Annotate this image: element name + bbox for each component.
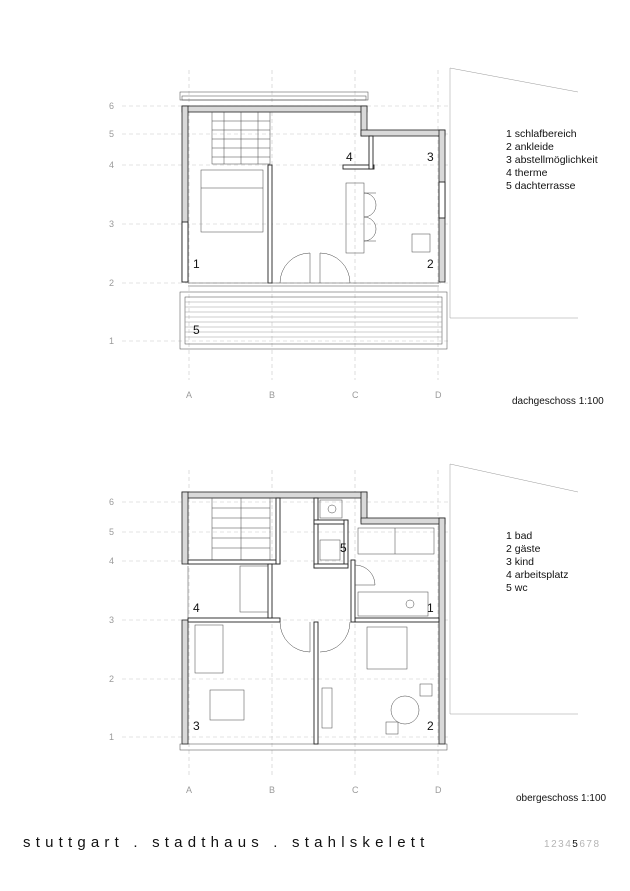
page-navigation bbox=[544, 839, 601, 850]
roof-terrace bbox=[180, 292, 447, 349]
page-link-current[interactable]: 5 bbox=[572, 839, 580, 850]
room-number: 1 bbox=[193, 257, 200, 271]
page-link[interactable]: 7 bbox=[586, 839, 594, 850]
chair bbox=[420, 684, 432, 696]
col-label: B bbox=[269, 390, 276, 400]
col-label: A bbox=[186, 785, 193, 795]
col-label: C bbox=[352, 785, 359, 795]
kid-bed bbox=[195, 625, 223, 673]
guest-table bbox=[391, 696, 419, 724]
room-number: 3 bbox=[193, 719, 200, 733]
page-link[interactable]: 8 bbox=[593, 839, 601, 850]
col-axis-labels bbox=[186, 390, 442, 400]
room-number: 2 bbox=[427, 719, 434, 733]
plan-caption: obergeschoss 1:100 bbox=[516, 793, 607, 804]
row-axis-labels bbox=[109, 497, 114, 742]
grid-lines bbox=[122, 70, 450, 380]
legend-item: 2 gäste bbox=[506, 543, 541, 555]
staircase bbox=[212, 112, 270, 164]
row-label: 6 bbox=[109, 101, 115, 111]
page-link[interactable]: 3 bbox=[558, 839, 566, 850]
row-label: 6 bbox=[109, 497, 115, 507]
legend-item: 1 schlafbereich bbox=[506, 128, 577, 140]
room-number: 5 bbox=[193, 323, 200, 337]
plan-obergeschoss bbox=[109, 464, 607, 804]
row-label: 5 bbox=[109, 527, 115, 537]
bath-sink bbox=[406, 600, 414, 608]
staircase bbox=[212, 498, 270, 560]
wardrobe-doors bbox=[364, 193, 376, 241]
legend-item: 4 therme bbox=[506, 167, 548, 179]
shelf bbox=[322, 688, 332, 728]
interior-partitions bbox=[182, 136, 445, 283]
chair bbox=[386, 722, 398, 734]
row-label: 2 bbox=[109, 278, 115, 288]
bed bbox=[201, 170, 263, 232]
interior-partitions bbox=[188, 498, 439, 744]
wc-toilet-bowl bbox=[320, 540, 340, 560]
page-link[interactable]: 1 bbox=[544, 839, 552, 850]
row-label: 3 bbox=[109, 219, 115, 229]
col-label: D bbox=[435, 390, 442, 400]
col-label: A bbox=[186, 390, 193, 400]
legend-item: 3 abstellmöglichkeit bbox=[506, 154, 598, 166]
plan-dachgeschoss bbox=[109, 68, 604, 407]
room-number: 5 bbox=[340, 541, 347, 555]
room-number: 4 bbox=[193, 601, 200, 615]
exterior-walls bbox=[182, 106, 445, 282]
row-label: 4 bbox=[109, 556, 115, 566]
roof-outline bbox=[450, 68, 578, 318]
legend-item: 3 kind bbox=[506, 556, 535, 568]
kid-table bbox=[210, 690, 244, 720]
terrace-doors bbox=[280, 253, 350, 283]
legend-item: 2 ankleide bbox=[506, 141, 554, 153]
roof-parapet-inner bbox=[182, 96, 366, 100]
row-label: 1 bbox=[109, 732, 115, 742]
room-number: 4 bbox=[346, 150, 353, 164]
row-label: 1 bbox=[109, 336, 115, 346]
row-label: 2 bbox=[109, 674, 115, 684]
row-label: 4 bbox=[109, 160, 115, 170]
room-number: 3 bbox=[427, 150, 434, 164]
page-link[interactable]: 6 bbox=[579, 839, 587, 850]
col-label: C bbox=[352, 390, 359, 400]
guest-bed bbox=[367, 627, 407, 669]
legend-item: 4 arbeitsplatz bbox=[506, 569, 569, 581]
legend-item: 5 dachterrasse bbox=[506, 180, 576, 192]
page-link[interactable]: 4 bbox=[565, 839, 573, 850]
room-number: 1 bbox=[427, 601, 434, 615]
wc-washbasin bbox=[320, 500, 342, 518]
legend-item: 1 bad bbox=[506, 530, 533, 542]
bath-vanity bbox=[358, 592, 428, 616]
row-label: 3 bbox=[109, 615, 115, 625]
row-axis-labels bbox=[109, 101, 114, 346]
col-label: D bbox=[435, 785, 442, 795]
project-title: stuttgart . stadthaus . stahlskelett bbox=[23, 834, 430, 851]
legend-obergeschoss bbox=[506, 530, 568, 594]
desk bbox=[240, 566, 268, 612]
row-label: 5 bbox=[109, 129, 115, 139]
page-link[interactable]: 2 bbox=[551, 839, 559, 850]
col-label: B bbox=[269, 785, 276, 795]
wc-toilet bbox=[328, 505, 336, 513]
armchair bbox=[412, 234, 430, 252]
legend-item: 5 wc bbox=[506, 582, 528, 594]
room-number: 2 bbox=[427, 257, 434, 271]
bath-door bbox=[355, 565, 375, 585]
col-axis-labels bbox=[186, 785, 442, 795]
grid-lines bbox=[122, 470, 450, 775]
plan-caption: dachgeschoss 1:100 bbox=[512, 396, 604, 407]
terrace-decking bbox=[185, 302, 442, 337]
legend-dachgeschoss bbox=[506, 128, 598, 192]
